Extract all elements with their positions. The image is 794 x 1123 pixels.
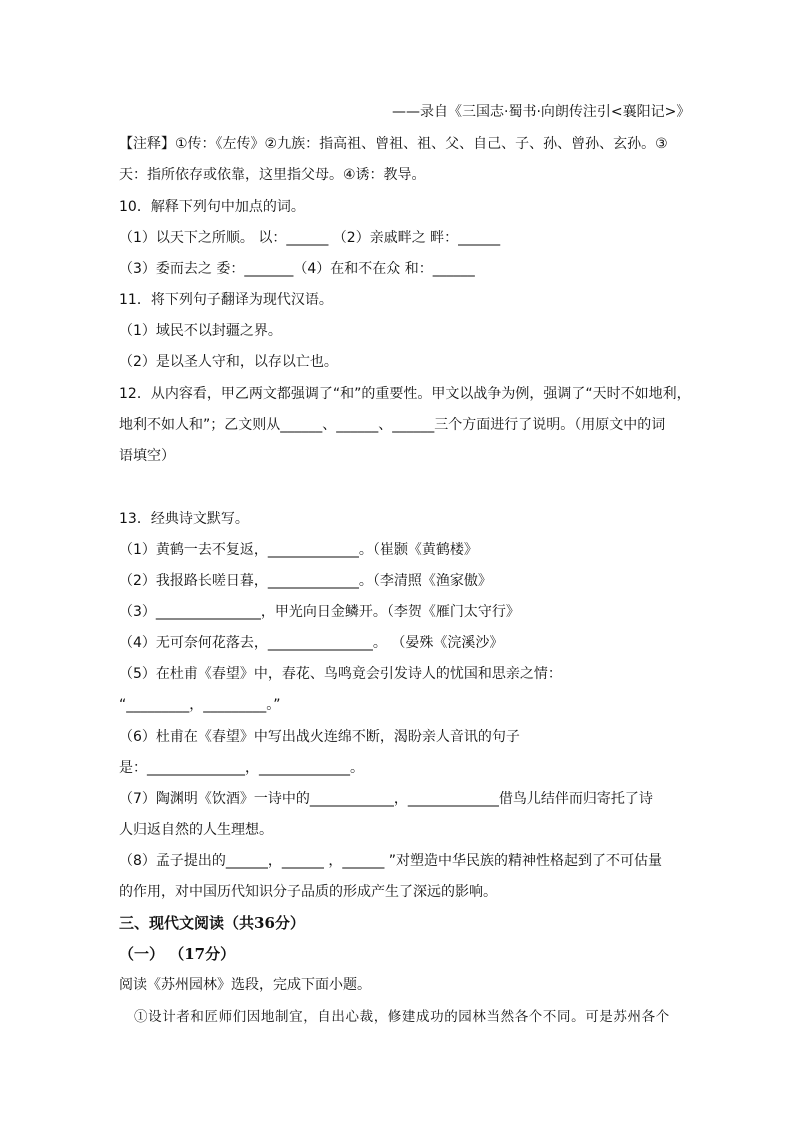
q13-title: 13．经典诗文默写。: [119, 511, 249, 527]
section-heading: 三、现代文阅读（共36分）: [119, 914, 305, 932]
q13-item-4: （4）无可奈何花落去，_______________。 （晏殊《浣溪沙》: [119, 635, 504, 651]
q13-item-2: （2）我报路长嗟日暮，_____________。（李清照《渔家傲》: [119, 573, 492, 589]
q13-item-7a: （7）陶渊明《饮酒》一诗中的____________，_____________借鸟儿结伴而归寄托了诗: [119, 791, 653, 807]
q13-item-6a: （6）杜甫在《春望》中写出战火连绵不断，渴盼亲人音讯的句子: [119, 729, 520, 745]
q13-item-5b: “_________，_________。”: [119, 697, 281, 713]
q13-item-7b: 人归返自然的人生理想。: [119, 822, 273, 838]
reading-paragraph: ①设计者和匠师们因地制宜，自出心裁，修建成功的园林当然各个不同。可是苏州各个: [134, 1009, 670, 1025]
q12-line-2: 地利不如人和”；乙文则从______、______、______三个方面进行了说明。（用原文中的词: [119, 417, 666, 433]
q13-item-8b: 的作用，对中国历代知识分子品质的形成产生了深远的影响。: [119, 884, 497, 900]
reading-intro: 阅读《苏州园林》选段，完成下面小题。: [119, 977, 371, 993]
q11-title: 11．将下列句子翻译为现代汉语。: [119, 292, 333, 308]
source-citation: ——录自《三国志·蜀书·向朗传注引<襄阳记>》: [392, 104, 691, 120]
q13-item-3: （3）_______________，甲光向日金鳞开。（李贺《雁门太守行》: [119, 604, 520, 620]
q12-line-3: 语填空）: [119, 448, 175, 464]
q10-title: 10．解释下列句中加点的词。: [119, 199, 305, 215]
q13-item-5a: （5）在杜甫《春望》中，春花、鸟鸣竟会引发诗人的忧国和思亲之情：: [119, 666, 562, 682]
q12-line-1: 12．从内容看，甲乙两文都强调了“和”的重要性。甲文以战争为例，强调了“天时不如地利，: [119, 386, 691, 402]
notes-line-2: 天：指所依存或依靠，这里指父母。④诱：教导。: [119, 167, 426, 183]
section-part-heading: （一） （17分）: [119, 945, 236, 963]
q13-item-8a: （8）孟子提出的______，______ ，______ ”对塑造中华民族的精神性格起到了不可估量: [119, 853, 663, 869]
q13-item-1: （1）黄鹤一去不复返，_____________。（崔颢《黄鹤楼》: [119, 542, 478, 558]
q10-row-2: （3）委而去之 委：_______（4）在和不在众 和：______: [119, 261, 475, 277]
q10-row-1: （1）以天下之所顺。 以：______ （2）亲戚畔之 畔：______: [119, 230, 501, 246]
notes-line-1: 【注释】①传：《左传》②九族：指高祖、曾祖、祖、父、自己、子、孙、曾孙、玄孙。③: [119, 136, 668, 152]
q11-item-2: （2）是以圣人守和，以存以亡也。: [119, 354, 338, 370]
q11-item-1: （1）域民不以封疆之界。: [119, 323, 282, 339]
q13-item-6b: 是：______________，_____________。: [119, 760, 364, 776]
